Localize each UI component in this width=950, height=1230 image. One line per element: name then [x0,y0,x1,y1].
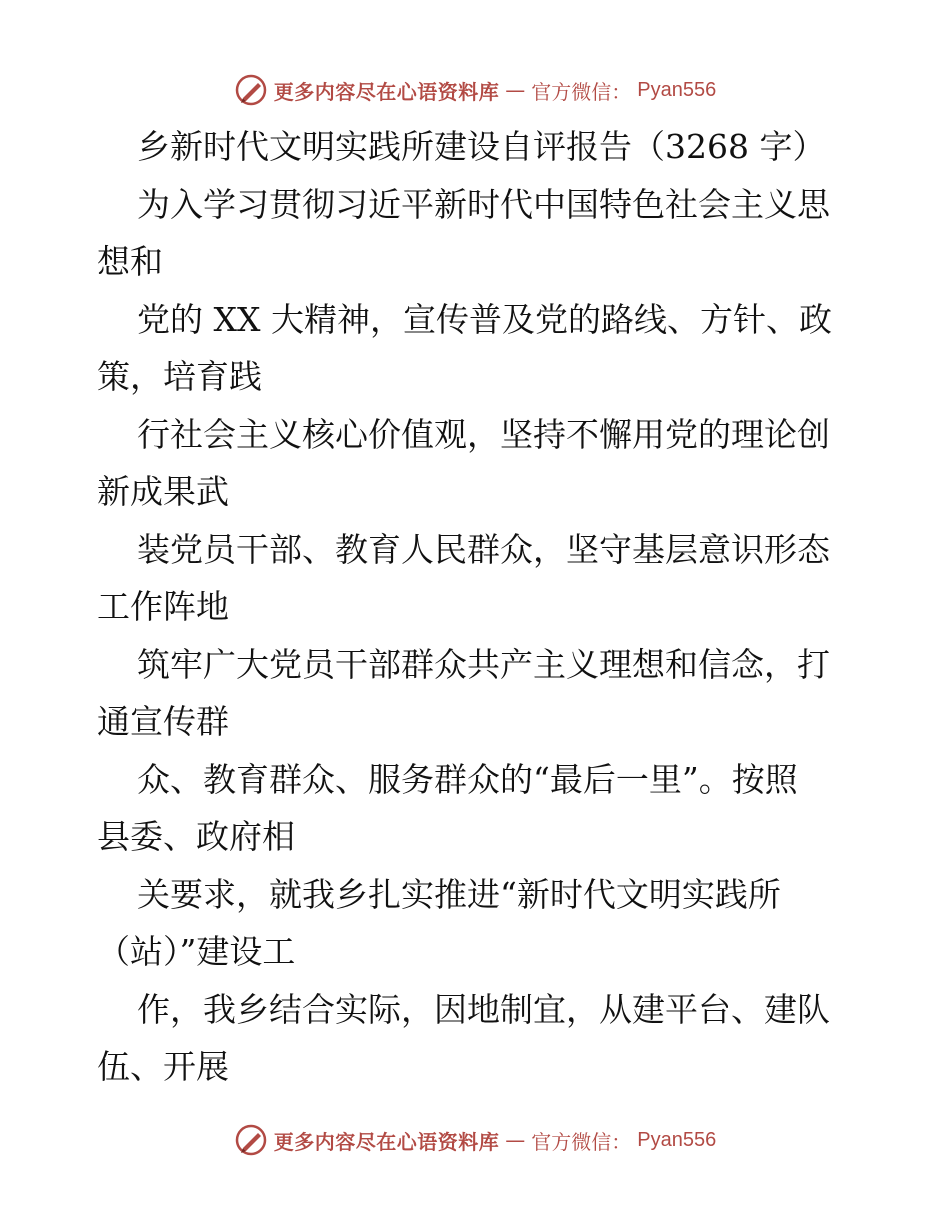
text-line: 新成果武 [97,472,229,511]
pen-logo-icon [234,1123,268,1157]
banner-wechat-id: Pyan556 [637,1128,717,1151]
text-line: 想和 [97,242,163,281]
banner-wechat-id: Pyan556 [637,78,717,101]
text-line: 策，培育践 [97,357,262,396]
banner-wechat-label: 官方微信： [531,79,632,104]
header-watermark-banner [0,70,950,110]
text-line: 工作阵地 [97,587,229,626]
text-line: 关要求，就我乡扎实推进“新时代文明实践所 [137,874,781,914]
banner-wechat-label: 官方微信： [531,1129,632,1154]
text-line: 党的 XX 大精神，宣传普及党的路线、方针、政 [137,299,832,339]
document-body [97,118,857,1096]
banner-dash: — [505,78,526,102]
text-line: 伍、开展 [97,1047,229,1086]
text-line: 通宣传群 [97,702,229,741]
text-line: 行社会主义核心价值观，坚持不懈用党的理论创 [137,414,830,454]
text-line: （站）”建设工 [97,932,296,971]
banner-main-text: 更多内容尽在心语资料库 [273,1129,500,1154]
text-line: 县委、政府相 [97,817,295,856]
pen-logo-icon [234,73,268,107]
footer-watermark-banner [0,1120,950,1160]
banner-main-text: 更多内容尽在心语资料库 [273,79,500,104]
document-title: 乡新时代文明实践所建设自评报告（3268 字） [137,127,826,166]
text-line: 作，我乡结合实际，因地制宜，从建平台、建队 [137,989,830,1029]
text-line: 众、教育群众、服务群众的“最后一里”。按照 [137,759,798,799]
banner-dash: — [505,1128,526,1152]
text-line: 筑牢广大党员干部群众共产主义理想和信念，打 [137,644,830,684]
text-line: 为入学习贯彻习近平新时代中国特色社会主义思 [137,184,830,224]
text-line: 装党员干部、教育人民群众，坚守基层意识形态 [137,529,830,569]
